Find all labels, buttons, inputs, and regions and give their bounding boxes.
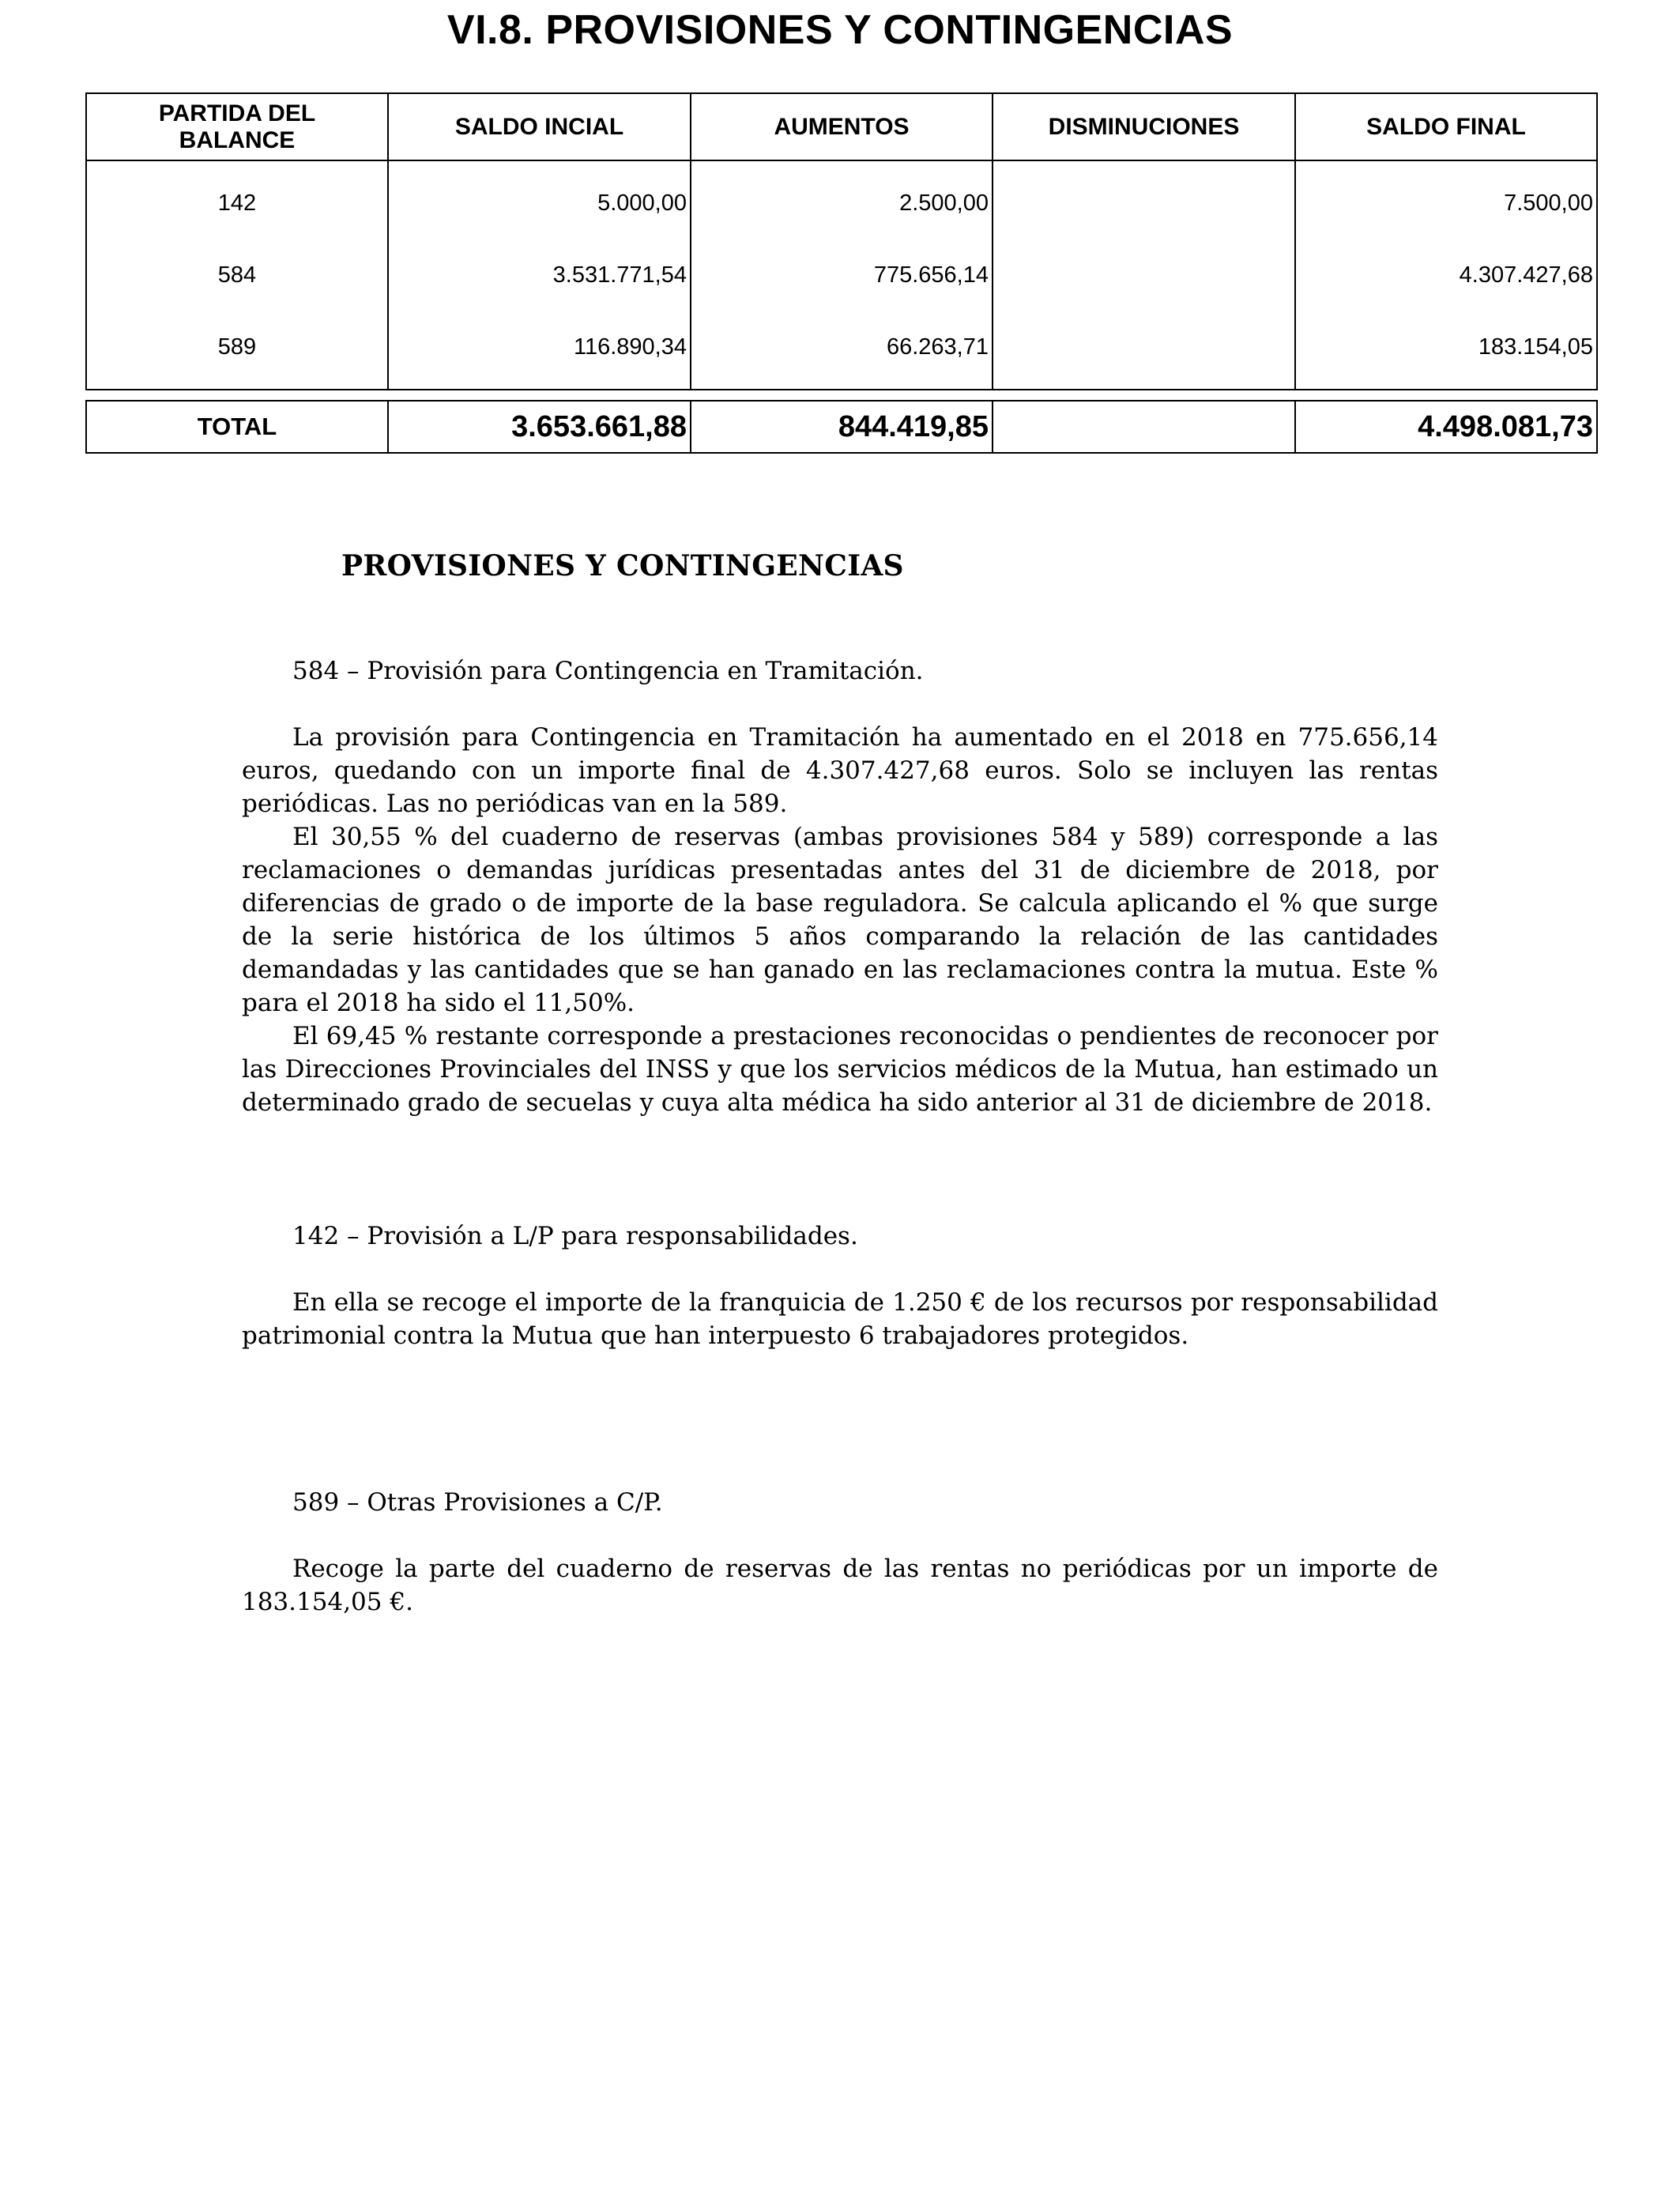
section-584-paragraph-1: La provisión para Contingencia en Tramitación ha aumentado en el 2018 en 775.656,14 euros, quedando con un importe final de 4.307.427,68 euros. Solo se incluyen las rentas periódicas. Las no periódicas van en la 589. — [242, 723, 1438, 818]
section-584-title: 584 – Provisión para Contingencia en Tramitación. — [292, 657, 924, 685]
cell-partida: 142 — [86, 160, 388, 237]
cell-disminuciones — [993, 160, 1295, 237]
cell-disminuciones — [993, 237, 1295, 313]
cell-aumentos: 2.500,00 — [691, 160, 993, 237]
page-title: VI.8. PROVISIONES Y CONTINGENCIAS — [446, 7, 1234, 53]
cell-partida: 589 — [86, 313, 388, 390]
total-row — [86, 401, 1597, 453]
table-row — [86, 313, 1597, 390]
total-saldo-final: 4.498.081,73 — [1295, 401, 1597, 453]
section-142-title: 142 – Provisión a L/P para responsabilidades. — [292, 1222, 858, 1250]
table-header-row — [86, 93, 1597, 160]
header-aumentos: AUMENTOS — [691, 93, 993, 160]
cell-saldo-final: 4.307.427,68 — [1295, 237, 1597, 313]
cell-saldo-final: 7.500,00 — [1295, 160, 1597, 237]
cell-saldo-inicial: 3.531.771,54 — [388, 237, 691, 313]
section-589-paragraph: Recoge la parte del cuaderno de reservas de las rentas no periódicas por un importe de 183.154,05 €. — [242, 1555, 1438, 1616]
total-label: TOTAL — [86, 401, 388, 453]
total-table — [85, 400, 1598, 454]
cell-saldo-final: 183.154,05 — [1295, 313, 1597, 390]
header-saldo-inicial: SALDO INCIAL — [388, 93, 691, 160]
total-aumentos: 844.419,85 — [691, 401, 993, 453]
table-row — [86, 237, 1597, 313]
section-589-title: 589 – Otras Provisiones a C/P. — [292, 1488, 663, 1517]
cell-saldo-inicial: 116.890,34 — [388, 313, 691, 390]
cell-disminuciones — [993, 313, 1295, 390]
section-heading: PROVISIONES Y CONTINGENCIAS — [341, 549, 904, 582]
section-584-paragraph-2: El 30,55 % del cuaderno de reservas (ambas provisiones 584 y 589) corresponde a las reclamaciones o demandas jurídicas presentadas antes del 31 de diciembre de 2018, por diferencias de grado o de importe de la base reguladora. Se calcula aplicando el % que surge de la serie histórica de los últimos 5 años comparando la relación de las cantidades demandadas y las cantidades que se han ganado en las reclamaciones contra la mutua. Este % para el 2018 ha sido el 11,50%. — [242, 823, 1438, 1017]
cell-partida: 584 — [86, 237, 388, 313]
header-disminuciones: DISMINUCIONES — [993, 93, 1295, 160]
provisions-table — [85, 92, 1598, 390]
cell-saldo-inicial: 5.000,00 — [388, 160, 691, 237]
cell-aumentos: 66.263,71 — [691, 313, 993, 390]
cell-aumentos: 775.656,14 — [691, 237, 993, 313]
section-584-paragraph-3: El 69,45 % restante corresponde a prestaciones reconocidas o pendientes de reconocer por las Direcciones Provinciales del INSS y que los servicios médicos de la Mutua, han estimado un determinado grado de secuelas y cuya alta médica ha sido anterior al 31 de diciembre de 2018. — [242, 1022, 1438, 1117]
section-142-paragraph: En ella se recoge el importe de la franquicia de 1.250 € de los recursos por responsabilidad patrimonial contra la Mutua que han interpuesto 6 trabajadores protegidos. — [242, 1288, 1438, 1350]
header-partida: PARTIDA DEL BALANCE — [86, 93, 388, 160]
table-row — [86, 160, 1597, 237]
total-disminuciones — [993, 401, 1295, 453]
header-saldo-final: SALDO FINAL — [1295, 93, 1597, 160]
total-saldo-inicial: 3.653.661,88 — [388, 401, 691, 453]
